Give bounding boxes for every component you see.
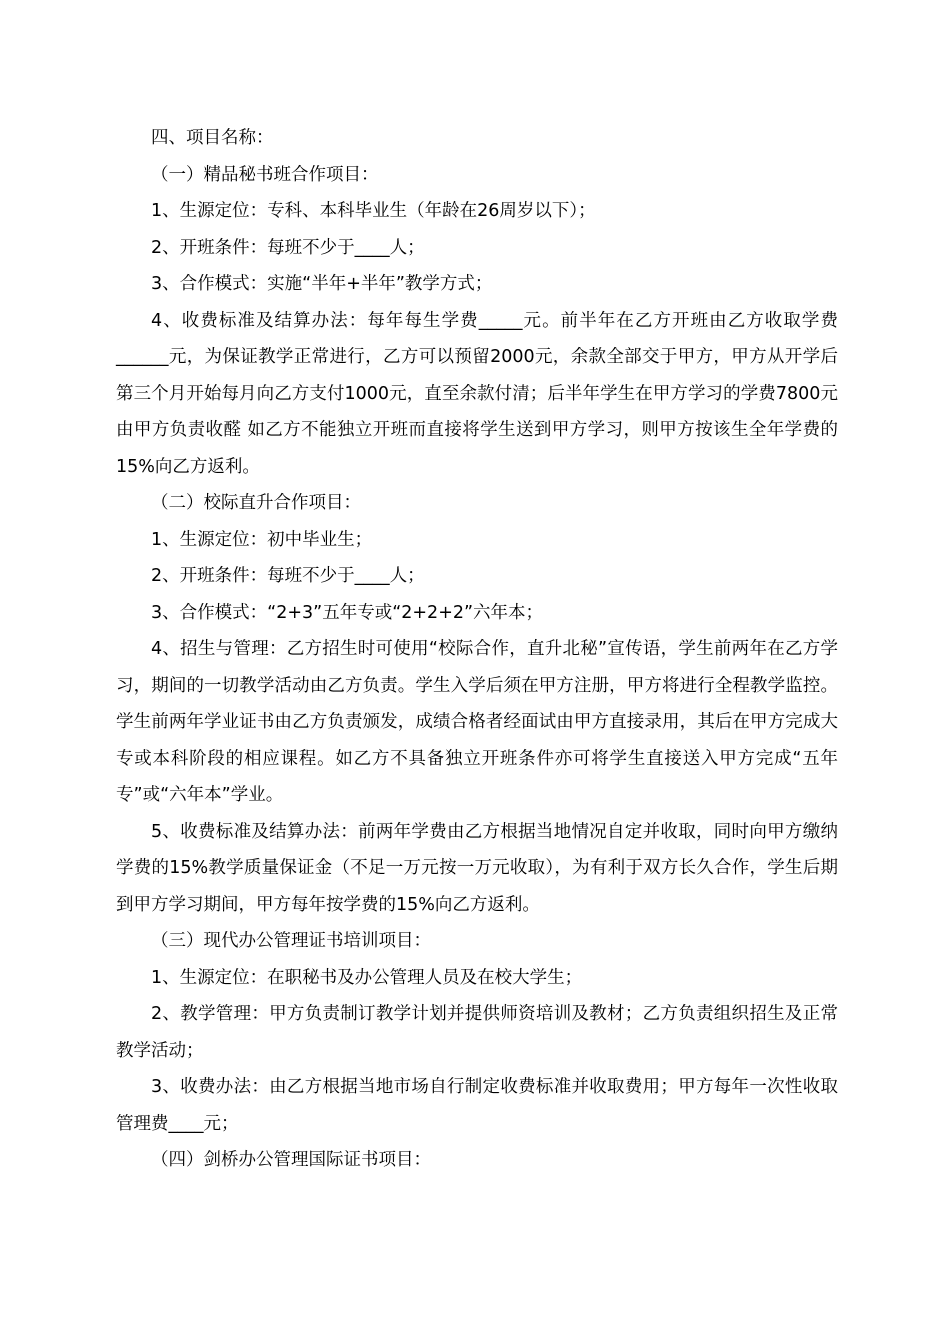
paragraph-fee-settlement-1: 4、收费标准及结算办法：每年每生学费_____元。前半年在乙方开班由乙方收取学费______元，为保证教学正常进行，乙方可以预留2000元，余款全部交于甲方，甲方从开学后第三个月开始每月向乙方支付1000元，直至余款付清；后半年学生在甲方学习的学费7800元由甲方负责收醛 如乙方不能独立开班而直接将学生送到甲方学习，则甲方按该生全年学费的15%向乙方返利。 bbox=[116, 310, 838, 477]
paragraph-fee-settlement-2: 5、收费标准及结算办法：前两年学费由乙方根据当地情况自定并收取，同时向甲方缴纳学费的15%教学质量保证金（不足一万元按一万元收取），为有利于双方长久合作，学生后期到甲方学习期间，甲方每年按学费的15%向乙方返利。 bbox=[116, 821, 838, 915]
paragraph-class-condition-2: 2、开班条件：每班不少于____人； bbox=[151, 566, 425, 586]
section-heading-project-names: 四、项目名称： bbox=[151, 128, 274, 148]
subsection-heading-cambridge-certificate: （四）剑桥办公管理国际证书项目： bbox=[151, 1150, 431, 1170]
subsection-heading-secretary-class: （一）精品秘书班合作项目： bbox=[151, 164, 379, 185]
paragraph-enrollment-management: 4、招生与管理：乙方招生时可使用“校际合作，直升北秘”宣传语，学生前两年在乙方学习，期间的一切教学活动由乙方负责。学生入学后须在甲方注册，甲方将进行全程教学监控。学生前两年学业证书由乙方负责颁发，成绩合格者经面试由甲方直接录用，其后在甲方完成大专或本科阶段的相应课程。如乙方不具备独立开班条件亦可将学生直接送入甲方完成“五年专”或“六年本”学业。 bbox=[116, 639, 838, 805]
paragraph-student-source-2: 1、生源定位：初中毕业生； bbox=[151, 529, 373, 550]
paragraph-student-source-1: 1、生源定位：专科、本科毕业生（年龄在26周岁以下）； bbox=[151, 201, 596, 221]
paragraph-student-source-3: 1、生源定位：在职秘书及办公管理人员及在校大学生； bbox=[151, 967, 583, 988]
subsection-heading-direct-promotion: （二）校际直升合作项目： bbox=[151, 493, 361, 513]
subsection-heading-office-certificate: （三）现代办公管理证书培训项目： bbox=[151, 931, 431, 951]
paragraph-cooperation-mode-2: 3、合作模式：“2+3”五年专或“2+2+2”六年本； bbox=[151, 602, 544, 623]
paragraph-fee-method: 3、收费办法：由乙方根据当地市场自行制定收费标准并收取费用；甲方每年一次性收取管理费____元； bbox=[116, 1077, 838, 1134]
paragraph-class-condition-1: 2、开班条件：每班不少于____人； bbox=[151, 237, 425, 258]
paragraph-cooperation-mode-1: 3、合作模式：实施“半年+半年”教学方式； bbox=[151, 274, 493, 294]
paragraph-teaching-management: 2、教学管理：甲方负责制订教学计划并提供师资培训及教材；乙方负责组织招生及正常教学活动； bbox=[116, 1004, 838, 1061]
document-body bbox=[116, 120, 838, 1179]
